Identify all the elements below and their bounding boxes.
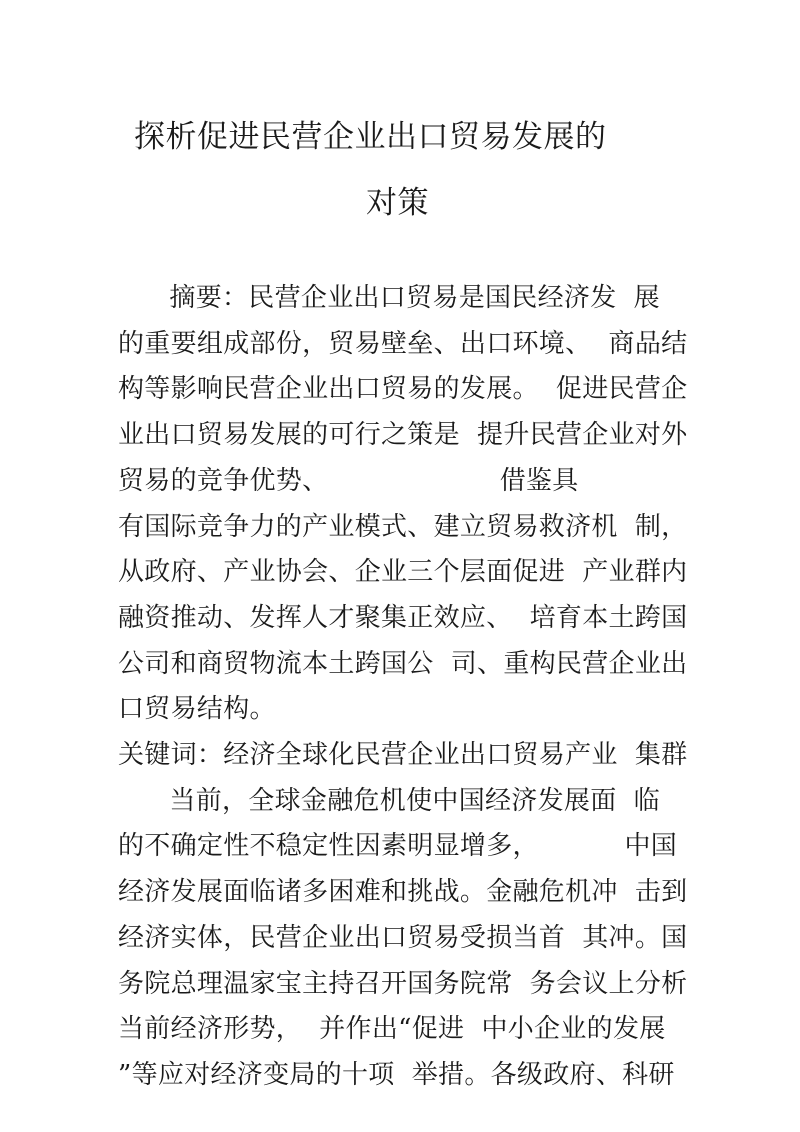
body-line: 贸易的竞争优势、 借鉴具 [118, 465, 579, 496]
body-line: 公司和商贸物流本土跨国公 司、重构民营企业出 [118, 648, 688, 679]
body-line: 的不确定性不稳定性因素明显增多， 中国 [118, 831, 678, 862]
body-line: ”等应对经济变局的十项 举措。各级政府、科研 [118, 1059, 675, 1090]
body-line: 有国际竞争力的产业模式、建立贸易救济机 制， [118, 511, 688, 542]
body-line: 口贸易结构。 [118, 694, 276, 725]
body-line: 业出口贸易发展的可行之策是 提升民营企业对外 [118, 420, 688, 451]
body-line: 经济发展面临诸多困难和挑战。金融危机冲 击到 [118, 877, 688, 908]
body-line: 融资推动、发挥人才聚集正效应、 培育本土跨国 [118, 602, 688, 633]
body-line: 的重要组成部份，贸易壁垒、出口环境、 商品结 [118, 328, 688, 359]
body-line: 务院总理温家宝主持召开国务院常 务会议上分析 [118, 968, 688, 999]
body-line: 摘要：民营企业出口贸易是国民经济发 展 [118, 283, 660, 313]
body-line: 从政府、产业协会、企业三个层面促进 产业群内 [118, 557, 688, 588]
document-title-line-2: 对策 [366, 185, 429, 221]
body-line: 经济实体，民营企业出口贸易受损当首 其冲。国 [118, 922, 688, 953]
document-title-line-1: 探析促进民营企业出口贸易发展的 [134, 119, 607, 155]
body-line: 当前经济形势， 并作出“促进 中小企业的发展 [118, 1014, 666, 1045]
body-line: 当前，全球金融危机使中国经济发展面 临 [118, 785, 660, 816]
body-line: 构等影响民营企业出口贸易的发展。 促进民营企 [118, 374, 688, 405]
body-line: 关键词：经济全球化民营企业出口贸易产业 集群 [118, 740, 688, 770]
